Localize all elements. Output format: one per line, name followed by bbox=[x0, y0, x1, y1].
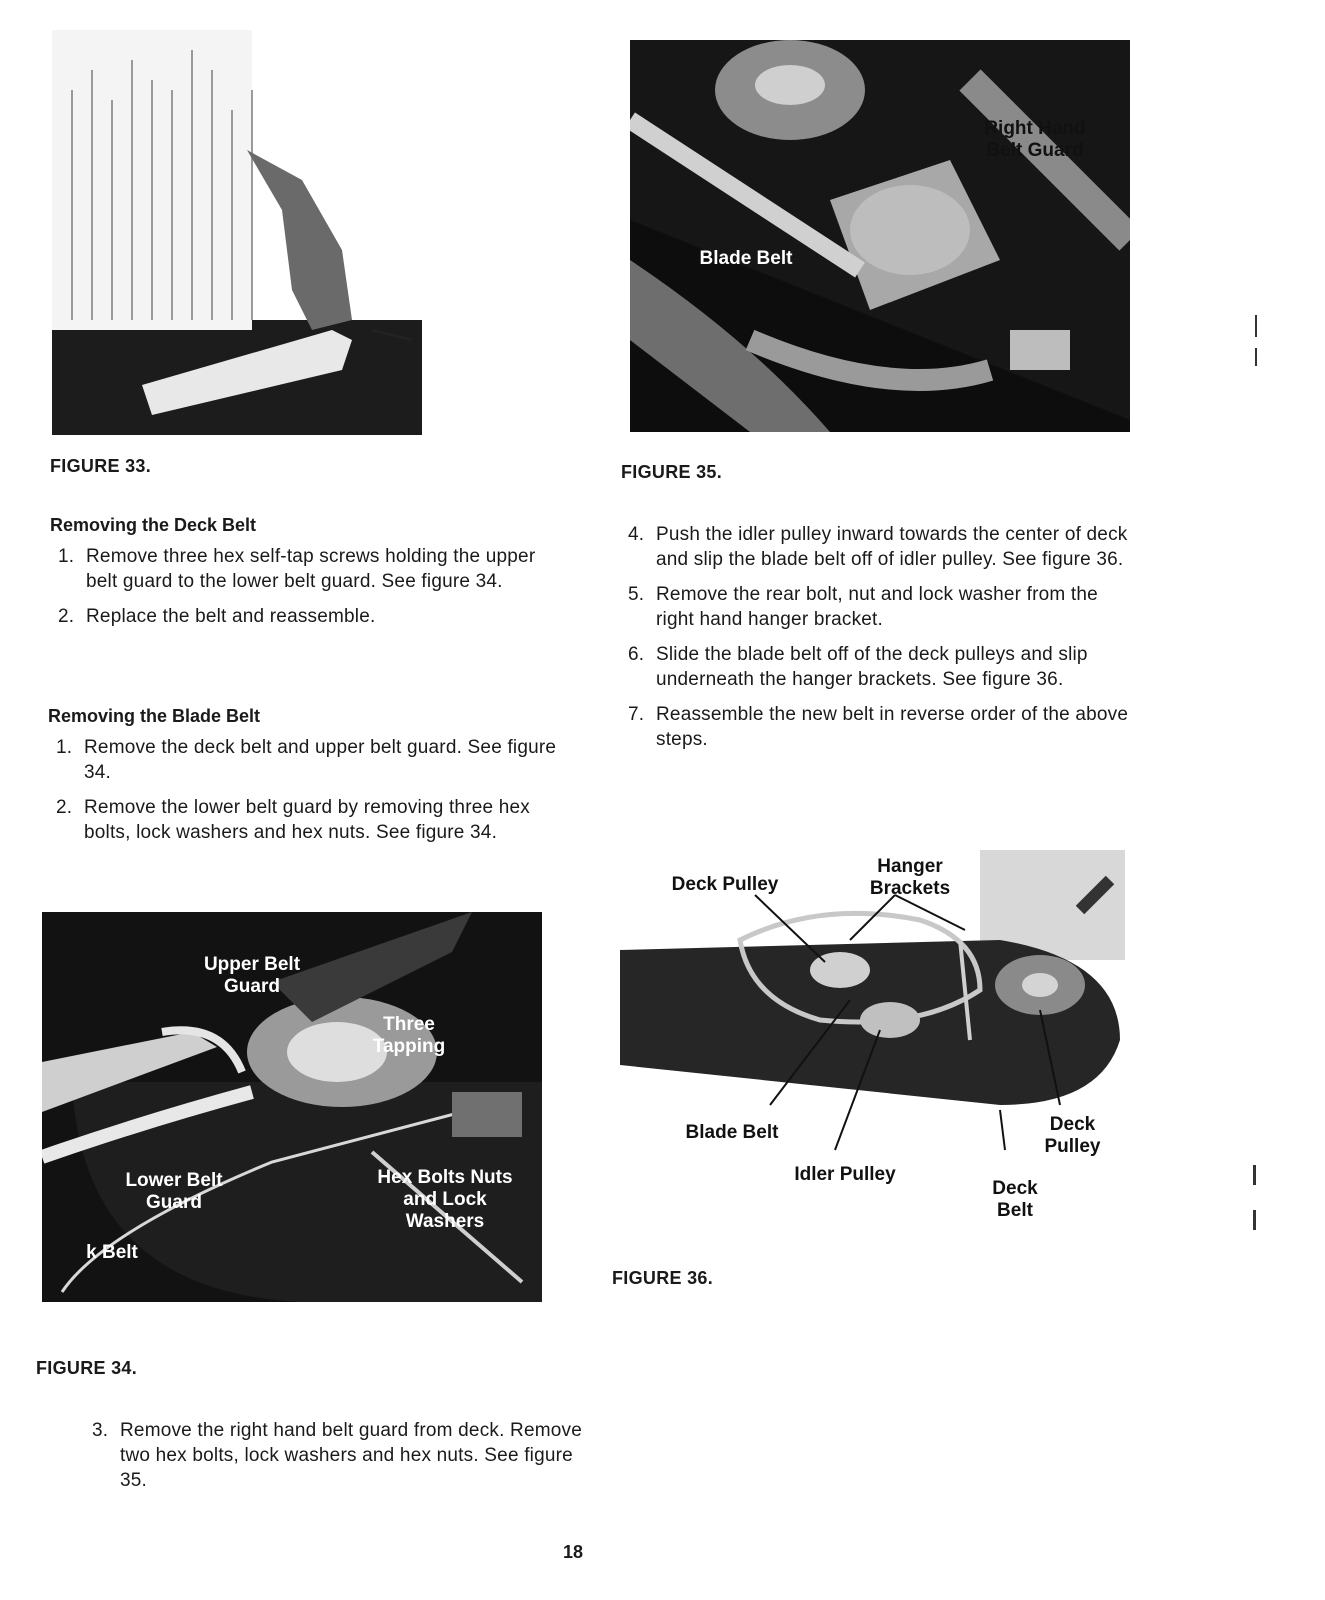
blade-belt-steps-left bbox=[48, 735, 566, 855]
figure-35-illustration bbox=[630, 40, 1130, 432]
callout-blade-belt-35: Blade Belt bbox=[699, 248, 793, 269]
callout-deck-pulley-right: Deck Pulley bbox=[1044, 1114, 1101, 1157]
section-heading-blade-belt: Removing the Blade Belt bbox=[48, 706, 261, 726]
figure-35-photo bbox=[630, 40, 1130, 432]
blade-belt-step: 3. Remove the right hand belt guard from deck. Remove two hex bolts, lock washers and hex nuts. See figure 35. bbox=[92, 1420, 583, 1491]
blade-belt-step: 6. Slide the blade belt off of the deck pulleys and slip underneath the hanger brackets. See figure 36. bbox=[628, 644, 1088, 690]
callout-idler-pulley: Idler Pulley bbox=[794, 1164, 896, 1185]
figure-33-photo bbox=[52, 30, 422, 435]
scan-speck bbox=[1255, 315, 1257, 337]
callout-upper-belt-guard: Upper Belt Guard bbox=[203, 954, 301, 997]
callout-hex-bolts: Hex Bolts Nuts and Lock Washers bbox=[377, 1167, 513, 1232]
callout-belt: k Belt bbox=[86, 1242, 138, 1263]
deck-belt-steps bbox=[50, 544, 568, 639]
section-heading-deck-belt: Removing the Deck Belt bbox=[50, 515, 257, 535]
blade-belt-step-3 bbox=[84, 1418, 594, 1503]
callout-deck-pulley-left: Deck Pulley bbox=[671, 874, 779, 895]
blade-belt-step: 4. Push the idler pulley inward towards the center of deck and slip the blade belt off of idler pulley. See figure 36. bbox=[628, 524, 1128, 570]
callout-blade-belt-36: Blade Belt bbox=[685, 1122, 779, 1143]
scan-speck bbox=[1255, 348, 1257, 366]
figure-34-photo bbox=[42, 912, 542, 1302]
callout-three-tapping: Three Tapping bbox=[372, 1014, 446, 1057]
figure-35-label: FIGURE 35. bbox=[621, 462, 723, 482]
blade-belt-step: 2. Remove the lower belt guard by removing three hex bolts, lock washers and hex nuts. See figure 34. bbox=[56, 797, 530, 843]
callout-hanger-brackets: Hanger Brackets bbox=[869, 856, 951, 899]
callout-right-hand-belt-guard: Right Hand Belt Guard bbox=[984, 118, 1086, 161]
figure-34-label: FIGURE 34. bbox=[36, 1358, 138, 1378]
deck-belt-step: 2. Replace the belt and reassemble. bbox=[58, 606, 376, 627]
blade-belt-step: 7. Reassemble the new belt in reverse order of the above steps. bbox=[628, 704, 1129, 750]
blade-belt-step: 1. Remove the deck belt and upper belt guard. See figure 34. bbox=[56, 737, 557, 783]
figure-36-photo bbox=[620, 850, 1125, 1230]
page-number: 18 bbox=[563, 1542, 584, 1562]
scan-speck bbox=[1253, 1165, 1256, 1185]
blade-belt-step: 5. Remove the rear bolt, nut and lock washer from the right hand hanger bracket. bbox=[628, 584, 1098, 630]
scan-speck bbox=[1253, 1210, 1256, 1230]
callout-deck-belt: Deck Belt bbox=[992, 1178, 1038, 1221]
figure-33-illustration bbox=[52, 30, 422, 435]
blade-belt-steps-right bbox=[620, 522, 1130, 762]
deck-belt-step: 1. Remove three hex self-tap screws holding the upper belt guard to the lower belt guard. See figure 34. bbox=[58, 546, 536, 592]
figure-33-label: FIGURE 33. bbox=[50, 456, 152, 476]
figure-36-label: FIGURE 36. bbox=[612, 1268, 714, 1288]
callout-lower-belt-guard: Lower Belt Guard bbox=[125, 1170, 223, 1213]
